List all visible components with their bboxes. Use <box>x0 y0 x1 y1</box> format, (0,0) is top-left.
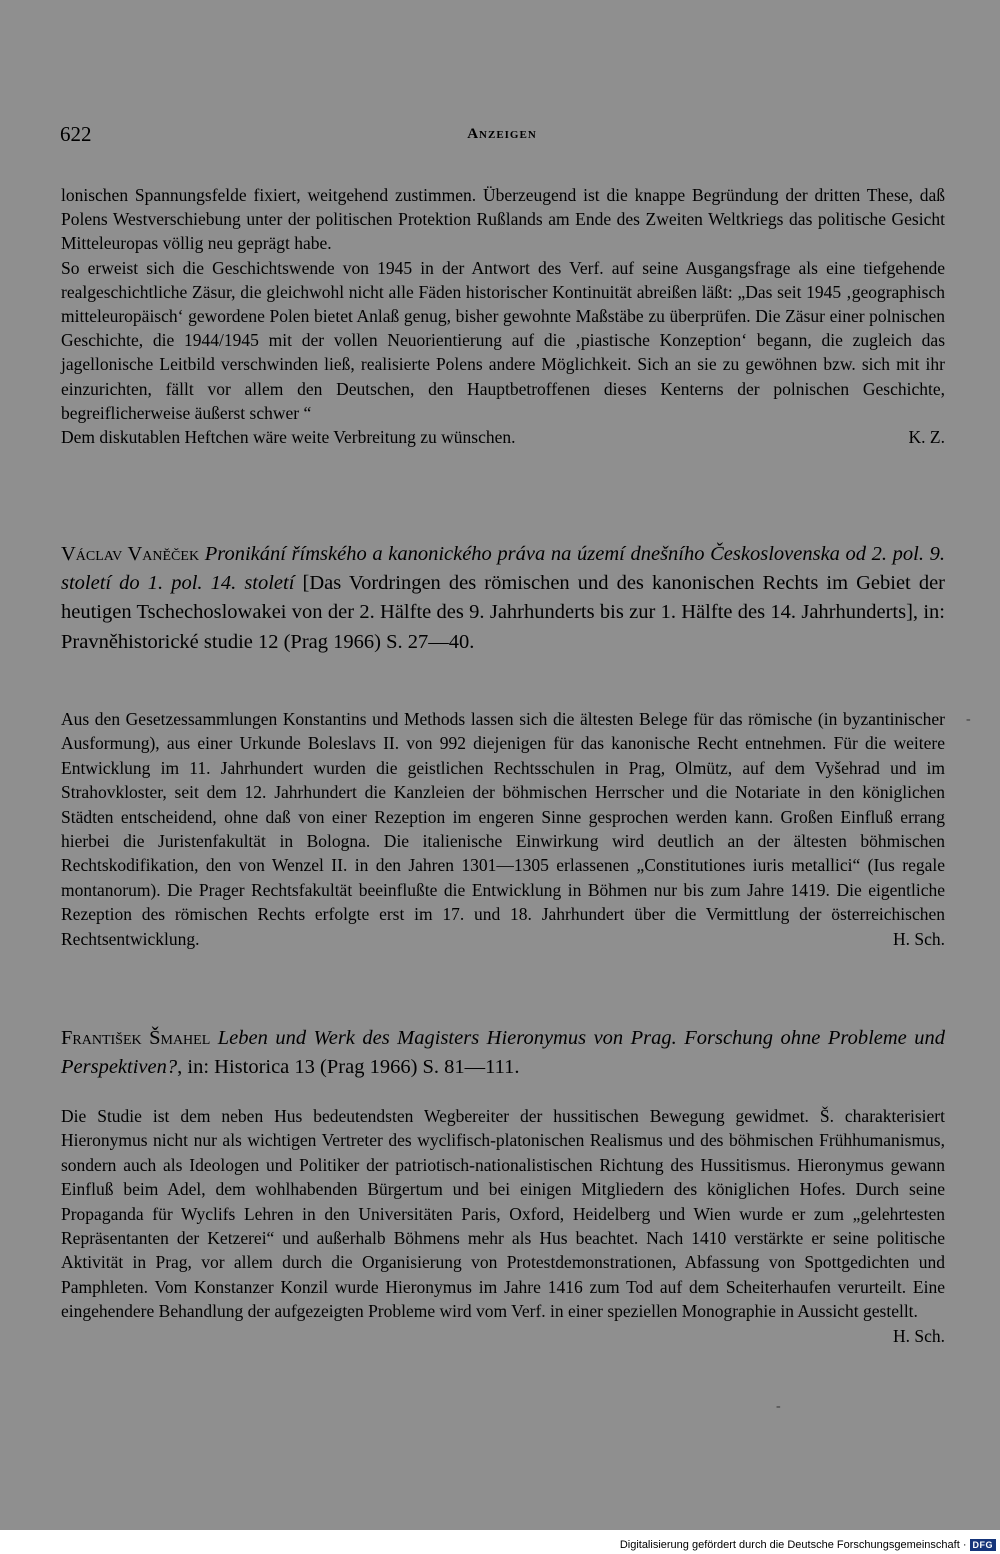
dfg-logo-icon[interactable]: DFG <box>970 1539 997 1551</box>
scan-mark: - <box>966 712 971 727</box>
work-title: Pronikání římského a kanonického práva na území dnešního Československa od 2. pol. 9. století do 1. pol. 14. století <box>61 543 945 595</box>
review-continuation <box>61 183 945 449</box>
citation-details: , in: Historica 13 (Prag 1966) S. 81—111. <box>177 1056 520 1079</box>
work-title: Leben und Werk des Magisters Hieronymus von Prag. Forschung ohne Probleme und Perspektiven? <box>61 1027 945 1079</box>
paragraph: So erweist sich die Geschichtswende von 1945 in der Antwort des Verf. auf seine Ausgangsfrage als eine tiefgehende realgeschichtliche Zäsur, die gleichwohl nicht alle Fäden historischer Kontinuität abreißen läßt: „Das seit 1945 ‚geographisch mitteleuropäisch‘ gewordene Polen bietet Anlaß genug, bisher gewohnte Maßstäbe zu überprüfen. Die Zäsur einer polnischen Geschichte, die 1944/1945 mit der vollen Neuorientierung auf die ‚piastische Konzeption‘ begann, die zugleich das jagellonische Leitbild verschwinden ließ, realisierte Polens andere Möglichkeit. Sich an sie zu gewöhnen bzw. sich mit ihr einzurichten, fällt vor allem den Deutschen, den Hauptbetroffenen dieses Kenterns der polnischen Geschichte, begreiflicherweise äußerst schwer “ <box>61 257 945 423</box>
footer-text: Digitalisierung gefördert durch die Deutsche Forschungsgemeinschaft · <box>619 1539 967 1551</box>
reviewer-initials: H. Sch. <box>892 928 945 949</box>
bibliographic-entry <box>61 540 945 657</box>
running-title: Anzeigen <box>467 126 537 142</box>
digitization-footer <box>620 1539 996 1551</box>
author-name: Václav Vaněček <box>61 543 200 565</box>
closing-line <box>61 425 945 449</box>
review-body: Die Studie ist dem neben Hus bedeutendsten Wegbereiter der hussitischen Bewegung gewidmet. Š. charakterisiert Hieronymus nicht nur als wichtigen Vertreter des wyclifisch-platonischen Realismus und des böhmischen Frühhumanismus, sondern auch als Ideologen und Politiker der patriotisch-nationalistischen Richtung des Hussitismus. Hieronymus gewann Einfluß beim Adel, dem wohlhabenden Bürgertum und bei einigen Mitgliedern des königlichen Hofes. Durch seine Propaganda für Wyclifs Lehren in den Universitäten Paris, Oxford, Heidelberg und Wien wurde er zum „gelehrtesten Repräsentanten der Ketzerei“ und außerhalb Böhmens mehr als Hus beachtet. Nach 1410 verstärkte er seine politische Aktivität in Prag, vor allem durch die Organisierung von Protestdemonstrationen, Abfassung von Spottgedichten und Pamphleten. Vom Konstanzer Konzil wurde Hieronymus im Jahre 1416 zum Tod auf dem Scheiterhaufen verurteilt. Eine eingehendere Behandlung der aufgezeigten Probleme wird vom Verf. in einer speziellen Monographie in Aussicht gestellt. <box>61 1106 945 1322</box>
page-number: 622 <box>60 122 92 146</box>
review-text <box>61 1104 945 1348</box>
page-header <box>60 122 944 152</box>
author-name: František Šmahel <box>61 1027 211 1049</box>
scan-mark: - <box>776 1399 781 1414</box>
review-text <box>61 707 945 951</box>
reviewer-initials: K. Z. <box>908 427 945 448</box>
citation-details: [Das Vordringen des römischen und des kanonischen Rechts im Gebiet der heutigen Tschechoslowakei von der 2. Hälfte des 9. Jahrhunderts bis zur 1. Hälfte des 14. Jahrhunderts], in: Pravněhistorické studie 12 (Prag 1966) S. 27—40. <box>61 572 946 653</box>
paragraph: lonischen Spannungsfelde fixiert, weitgehend zustimmen. Überzeugend ist die knappe Begründung der dritten These, daß Polens Westverschiebung unter der politischen Protektion Rußlands am Ende des Zweiten Weltkriegs das politische Gesicht Mitteleuropas völlig neu geprägt habe. <box>61 185 945 254</box>
paragraph: Dem diskutablen Heftchen wäre weite Verbreitung zu wünschen. <box>61 427 516 448</box>
bibliographic-entry <box>61 1024 945 1082</box>
review-body: Aus den Gesetzessammlungen Konstantins und Methods lassen sich die ältesten Belege für das römische (in byzantinischer Ausformung), aus einer Urkunde Boleslavs II. von 992 diejenigen für das kanonische Recht entnehmen. Für die weitere Entwicklung im 11. Jahrhundert wurden die geistlichen Rechtsschulen in Prag, Olmütz, auf dem Vyšehrad und im Strahovkloster, seit dem 12. Jahrhundert die Kanzleien der böhmischen Herrscher und die Notariate in den königlichen Städten entscheidend, ohne daß von einer Rezeption im engeren Sinne gesprochen werden kann. Großen Einfluß errang hierbei die Juristenfakultät in Bologna. Die italienische Einwirkung wird deutlich an der ältesten böhmischen Rechtskodifikation, den von Wenzel II. in den Jahren 1301—1305 erlassenen „Constitutiones iuris metallici“ (Ius regale montanorum). Die Prager Rechtsfakultät beeinflußte die Entwicklung in Böhmen nur bis zum Jahre 1419. Die eigentliche Rezeption des römischen Rechts erfolgte erst im 17. und 18. Jahrhundert über die Vermittlung der österreichischen Rechtsentwicklung. <box>61 709 945 949</box>
reviewer-initials: H. Sch. <box>892 1325 945 1346</box>
